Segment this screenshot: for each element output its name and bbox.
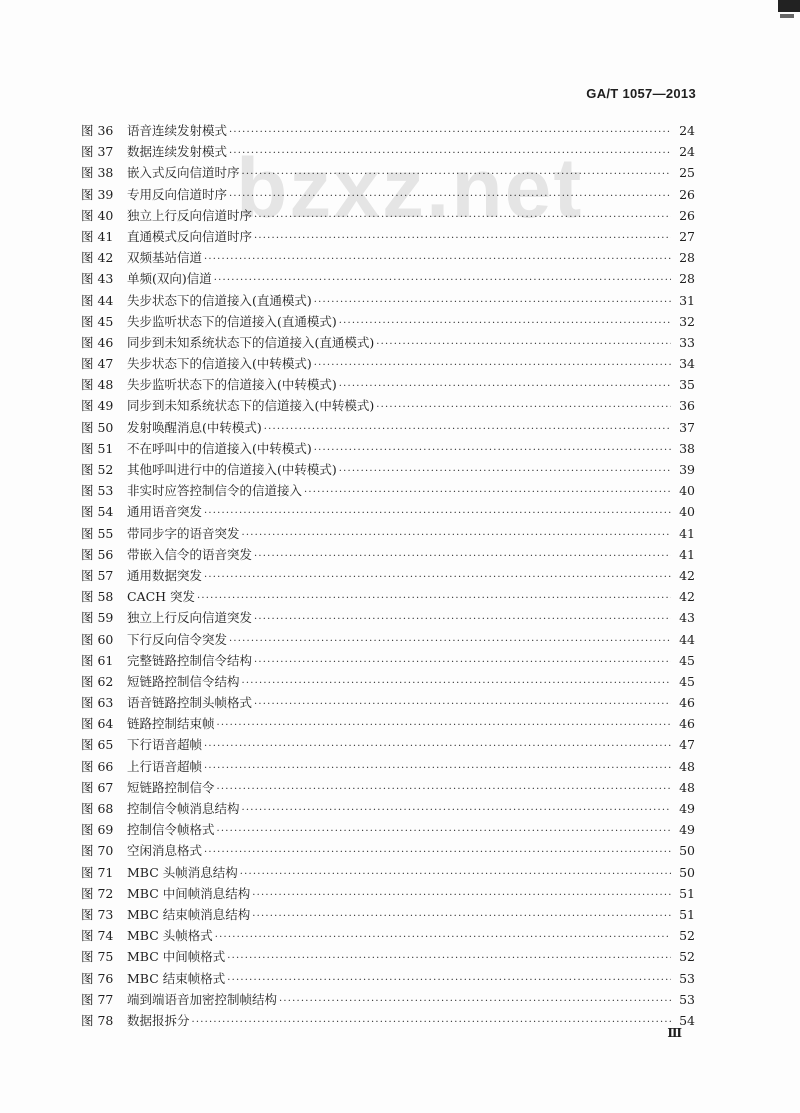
figure-title: 链路控制结束帧 <box>127 716 215 732</box>
page-number: 24 <box>679 123 695 138</box>
figure-number: 图 36 <box>81 123 114 138</box>
page-folio: Ⅲ <box>667 1026 682 1040</box>
figure-number: 图 44 <box>81 292 114 308</box>
dot-leader <box>254 233 671 244</box>
dot-leader <box>242 678 671 689</box>
figure-number: 图 46 <box>81 334 114 350</box>
figure-number: 图 62 <box>81 673 114 689</box>
page-number: 46 <box>679 695 695 711</box>
page-number: 40 <box>679 504 695 520</box>
toc-row <box>81 566 695 587</box>
toc-row <box>81 481 695 502</box>
figure-number: 图 48 <box>81 377 114 393</box>
dot-leader <box>254 699 671 710</box>
dot-leader <box>279 996 671 1007</box>
page-number: 53 <box>679 970 695 986</box>
figure-title: 空闲消息格式 <box>127 843 203 859</box>
figure-title: 数据连续发射模式 <box>127 144 228 160</box>
toc-row <box>81 460 695 481</box>
dot-leader <box>214 275 671 286</box>
page-number: 51 <box>679 906 695 922</box>
dot-leader <box>376 402 671 413</box>
toc-row <box>81 121 695 142</box>
dot-leader <box>339 381 671 392</box>
page-number: 47 <box>679 737 695 753</box>
dot-leader <box>314 297 671 308</box>
figure-title: 单频(双向)信道 <box>127 271 212 287</box>
figure-number: 图 65 <box>81 737 114 753</box>
figure-title: 端到端语音加密控制帧结构 <box>127 991 278 1007</box>
dot-leader <box>204 741 671 752</box>
figure-title: 不在呼叫中的信道接入(中转模式) <box>127 440 312 456</box>
dot-leader <box>339 318 671 329</box>
figure-title: 失步监听状态下的信道接入(中转模式) <box>127 377 337 393</box>
page-number: 24 <box>679 144 695 160</box>
dot-leader <box>217 720 671 731</box>
page-number: 44 <box>679 631 695 647</box>
figure-title: 控制信令帧格式 <box>127 822 215 838</box>
dot-leader <box>242 805 671 816</box>
figure-title: 其他呼叫进行中的信道接入(中转模式) <box>127 462 337 477</box>
dot-leader <box>227 953 671 964</box>
dot-leader <box>264 424 671 435</box>
dot-leader <box>254 657 671 668</box>
dot-leader <box>254 212 671 223</box>
toc-row <box>81 545 695 566</box>
figure-title: MBC 头帧消息结构 <box>127 864 238 880</box>
figure-title: 下行语音超帧 <box>127 737 203 753</box>
page-number: 52 <box>679 928 695 944</box>
figure-number: 图 72 <box>81 885 114 901</box>
dot-leader <box>252 911 671 922</box>
toc-row <box>81 1011 695 1032</box>
figure-number: 图 43 <box>81 271 114 287</box>
page-number: 52 <box>679 949 695 965</box>
figure-number: 图 39 <box>81 186 114 202</box>
figure-number: 图 53 <box>81 483 114 499</box>
toc-row <box>81 333 695 354</box>
dot-leader <box>197 593 671 604</box>
dot-leader <box>217 826 671 837</box>
figure-number: 图 42 <box>81 250 114 266</box>
page-number: 31 <box>679 292 695 308</box>
page-number: 26 <box>679 186 695 202</box>
figure-title: 嵌入式反向信道时序 <box>127 165 240 181</box>
toc-row <box>81 884 695 905</box>
page-number: 54 <box>679 1012 695 1028</box>
figure-number: 图 69 <box>81 822 114 838</box>
figure-number: 图 66 <box>81 758 114 774</box>
figure-title: 失步状态下的信道接入(直通模式) <box>127 292 312 308</box>
figure-title: 通用语音突发 <box>127 504 203 520</box>
figure-number: 图 63 <box>81 695 114 711</box>
page-number: 34 <box>679 356 695 372</box>
figure-title: 上行语音超帧 <box>127 758 203 774</box>
dot-leader <box>204 763 671 774</box>
toc-row <box>81 608 695 629</box>
figure-number: 图 50 <box>81 419 114 435</box>
toc-row <box>81 714 695 735</box>
page-number: 37 <box>679 419 695 435</box>
page-number: 36 <box>679 398 695 414</box>
figure-title: 同步到未知系统状态下的信道接入(直通模式) <box>127 334 375 350</box>
figure-title: MBC 中间帧格式 <box>127 949 226 965</box>
dot-leader <box>252 890 671 901</box>
figure-title: 非实时应答控制信令的信道接入 <box>127 483 303 499</box>
dot-leader <box>242 530 671 541</box>
figure-number: 图 73 <box>81 906 114 922</box>
toc-row <box>81 693 695 714</box>
figure-title: 数据报拆分 <box>127 1012 190 1028</box>
toc-row <box>81 651 695 672</box>
toc-row <box>81 248 695 269</box>
dot-leader <box>204 847 671 858</box>
figure-number: 图 51 <box>81 440 114 456</box>
dot-leader <box>192 1017 671 1028</box>
page-number: 48 <box>679 779 695 795</box>
toc-row <box>81 227 695 248</box>
figure-title: 同步到未知系统状态下的信道接入(中转模式) <box>127 398 375 414</box>
figure-number: 图 52 <box>81 462 114 477</box>
figure-title: MBC 结束帧消息结构 <box>127 906 251 922</box>
scan-corner-mark-small <box>780 14 794 18</box>
figure-title: 带同步字的语音突发 <box>127 525 240 541</box>
dot-leader <box>254 614 671 625</box>
figure-number: 图 64 <box>81 716 114 732</box>
page-number: 42 <box>679 567 695 583</box>
toc-row <box>81 735 695 756</box>
page-number: 48 <box>679 758 695 774</box>
figure-title: 专用反向信道时序 <box>127 186 228 202</box>
dot-leader <box>229 127 671 138</box>
dot-leader <box>229 148 671 159</box>
page-number: 32 <box>679 313 695 329</box>
toc-row <box>81 439 695 460</box>
figure-number: 图 40 <box>81 207 114 223</box>
page-number: 28 <box>679 250 695 266</box>
figure-number: 图 70 <box>81 843 114 859</box>
figure-title: 短链路控制信令结构 <box>127 673 240 689</box>
page-number: 33 <box>679 334 695 350</box>
page-number: 35 <box>679 377 695 393</box>
figure-title: MBC 中间帧消息结构 <box>127 885 251 901</box>
toc-row <box>81 502 695 523</box>
figure-title: 通用数据突发 <box>127 567 203 583</box>
figure-title: MBC 头帧格式 <box>127 928 213 944</box>
page-number: 43 <box>679 610 695 626</box>
dot-leader <box>217 784 671 795</box>
toc-row <box>81 672 695 693</box>
figure-number: 图 56 <box>81 546 114 562</box>
toc-row <box>81 354 695 375</box>
figure-number: 图 67 <box>81 779 114 795</box>
toc-row <box>81 820 695 841</box>
figure-title: 完整链路控制信令结构 <box>127 652 253 668</box>
dot-leader <box>204 254 671 265</box>
dot-leader <box>227 975 671 986</box>
page-number: 42 <box>679 589 695 605</box>
figure-number: 图 55 <box>81 525 114 541</box>
toc-row <box>81 418 695 439</box>
page-number: 50 <box>679 843 695 859</box>
toc-row <box>81 396 695 417</box>
figure-number: 图 68 <box>81 801 114 816</box>
dot-leader <box>254 551 671 562</box>
toc-row <box>81 312 695 333</box>
figure-number: 图 54 <box>81 504 114 520</box>
figure-title: CACH 突发 <box>127 589 196 605</box>
figure-number: 图 74 <box>81 928 114 944</box>
toc-row <box>81 375 695 396</box>
page-number: 39 <box>679 462 695 477</box>
figure-title: 语音链路控制头帧格式 <box>127 695 253 711</box>
toc-row <box>81 905 695 926</box>
dot-leader <box>339 466 671 477</box>
toc-row <box>81 969 695 990</box>
toc-row <box>81 185 695 206</box>
page-number: 46 <box>679 716 695 732</box>
toc-row <box>81 990 695 1011</box>
page-number: 38 <box>679 440 695 456</box>
toc-row <box>81 524 695 545</box>
figure-number: 图 37 <box>81 144 114 160</box>
figure-title: 带嵌入信令的语音突发 <box>127 546 253 562</box>
page-number: 45 <box>679 673 695 689</box>
figure-number: 图 49 <box>81 398 114 414</box>
dot-leader <box>240 869 671 880</box>
toc-row <box>81 291 695 312</box>
toc-row <box>81 778 695 799</box>
figure-title: 语音连续发射模式 <box>127 123 228 138</box>
figure-number: 图 76 <box>81 970 114 986</box>
figure-number: 图 60 <box>81 631 114 647</box>
scan-corner-mark <box>778 0 800 12</box>
figure-number: 图 57 <box>81 567 114 583</box>
figure-title: 独立上行反向信道突发 <box>127 610 253 626</box>
figure-number: 图 61 <box>81 652 114 668</box>
figure-title: 短链路控制信令 <box>127 779 215 795</box>
toc-row <box>81 269 695 290</box>
page-number: 26 <box>679 207 695 223</box>
dot-leader <box>204 508 671 519</box>
figure-title: 失步监听状态下的信道接入(直通模式) <box>127 313 337 329</box>
dot-leader <box>229 636 671 647</box>
figure-number: 图 38 <box>81 165 114 181</box>
toc-row <box>81 757 695 778</box>
toc-row <box>81 799 695 820</box>
page-number: 27 <box>679 228 695 244</box>
page-number: 49 <box>679 822 695 838</box>
dot-leader <box>204 572 671 583</box>
page-number: 41 <box>679 525 695 541</box>
dot-leader <box>304 487 671 498</box>
watermark: bzxz.net <box>236 141 584 235</box>
page-number: 25 <box>679 165 695 181</box>
dot-leader <box>242 169 671 180</box>
figure-title: 双频基站信道 <box>127 250 203 266</box>
dot-leader <box>215 932 671 943</box>
page-number: 49 <box>679 801 695 816</box>
figure-title: 控制信令帧消息结构 <box>127 801 240 816</box>
figure-title: 失步状态下的信道接入(中转模式) <box>127 356 312 372</box>
dot-leader <box>314 445 671 456</box>
toc-row <box>81 206 695 227</box>
page-number: 50 <box>679 864 695 880</box>
figure-title: 下行反向信令突发 <box>127 631 228 647</box>
figure-list <box>81 121 695 1032</box>
dot-leader <box>314 360 671 371</box>
figure-title: MBC 结束帧格式 <box>127 970 226 986</box>
page-number: 45 <box>679 652 695 668</box>
figure-title: 独立上行反向信道时序 <box>127 207 253 223</box>
figure-number: 图 71 <box>81 864 114 880</box>
figure-number: 图 47 <box>81 356 114 372</box>
toc-row <box>81 163 695 184</box>
toc-row <box>81 587 695 608</box>
figure-number: 图 58 <box>81 589 114 605</box>
figure-number: 图 77 <box>81 991 114 1007</box>
figure-number: 图 75 <box>81 949 114 965</box>
figure-number: 图 45 <box>81 313 114 329</box>
page-number: 28 <box>679 271 695 287</box>
page-number: 51 <box>679 885 695 901</box>
toc-row <box>81 841 695 862</box>
figure-number: 图 41 <box>81 228 114 244</box>
toc-row <box>81 630 695 651</box>
figure-number: 图 59 <box>81 610 114 626</box>
dot-leader <box>229 191 671 202</box>
toc-row <box>81 947 695 968</box>
figure-number: 图 78 <box>81 1012 114 1028</box>
page-number: 53 <box>679 991 695 1007</box>
toc-row <box>81 863 695 884</box>
figure-title: 发射唤醒消息(中转模式) <box>127 419 262 435</box>
dot-leader <box>376 339 671 350</box>
toc-row <box>81 142 695 163</box>
page-number: 41 <box>679 546 695 562</box>
standard-number-header: GA/T 1057—2013 <box>586 86 696 101</box>
figure-title: 直通模式反向信道时序 <box>127 228 253 244</box>
page-number: 40 <box>679 483 695 499</box>
toc-row <box>81 926 695 947</box>
